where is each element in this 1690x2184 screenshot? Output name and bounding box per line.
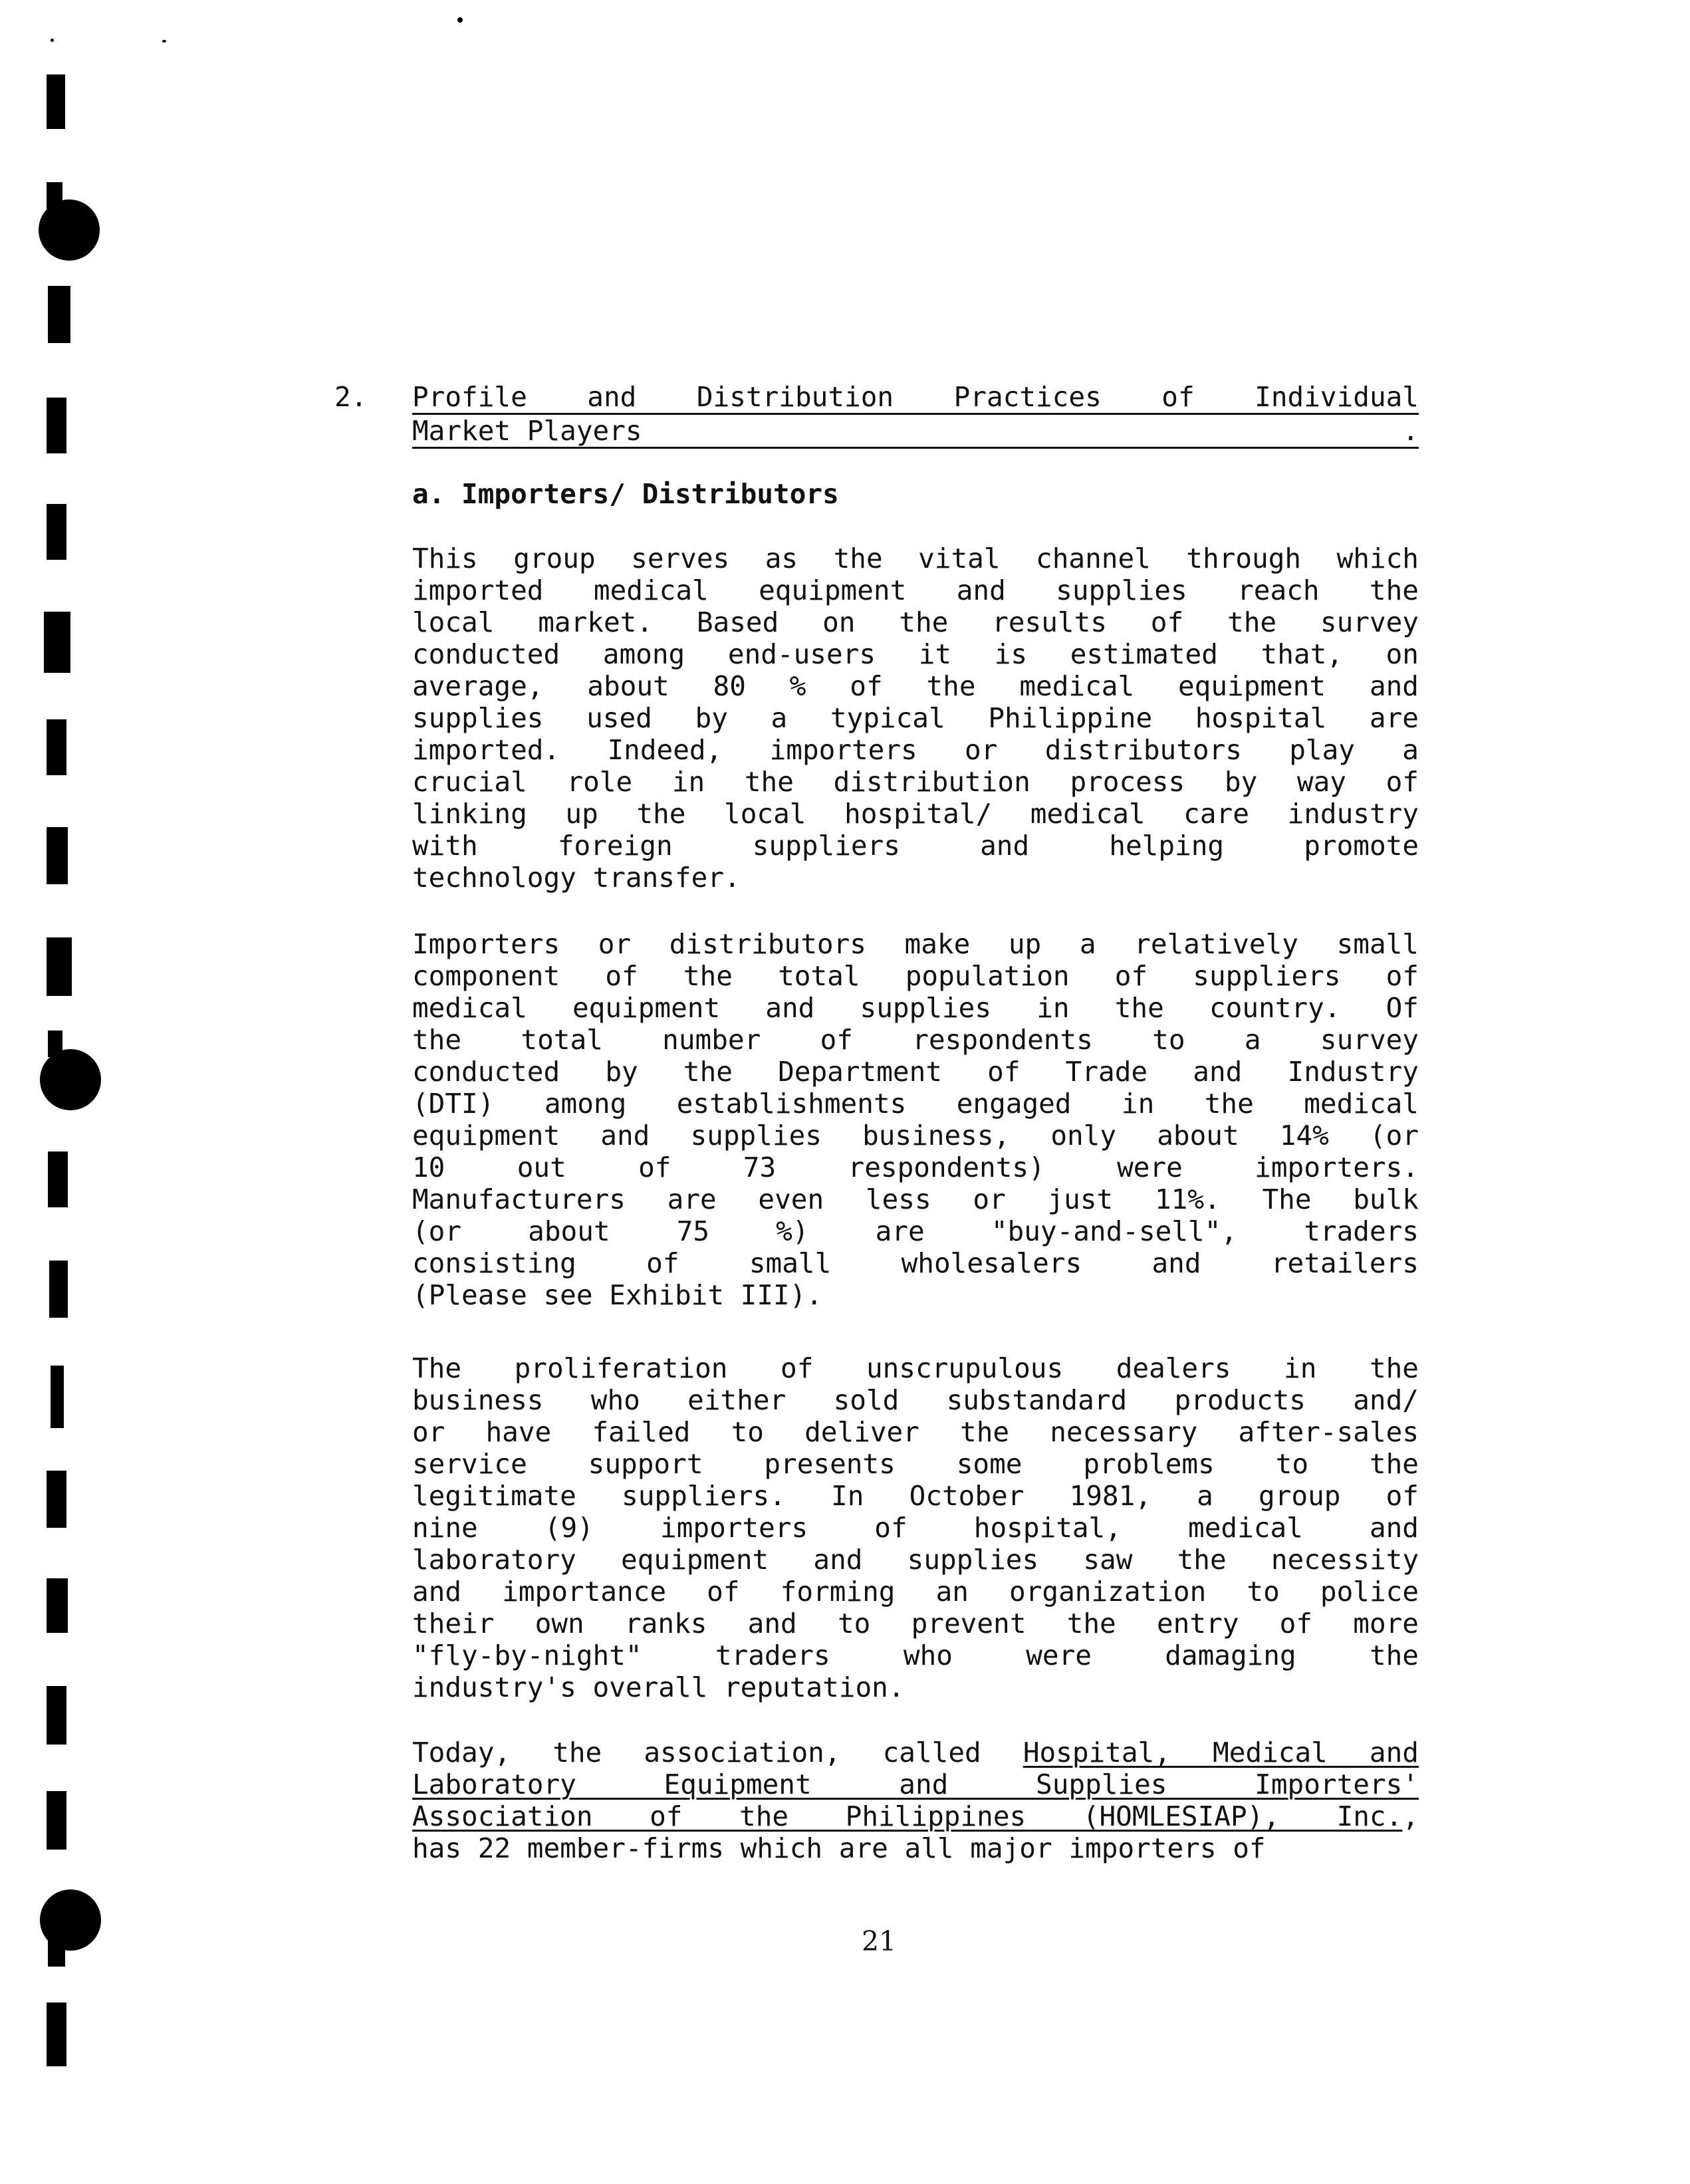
paragraph-line: Manufacturers are even less or just 11%. The bulk [412,1183,1419,1215]
paragraph-3 [412,1352,1419,1703]
binder-mark [47,719,66,775]
paragraph-line: industry's overall reputation. [412,1671,905,1703]
binder-mark [47,2002,66,2066]
speck [51,39,54,42]
paragraph-line [412,1800,1419,1832]
binder-mark [47,504,66,560]
paragraph-line: legitimate suppliers. In October 1981, a group of [412,1480,1419,1512]
section-heading-line-2-end: . [1402,415,1419,447]
binder-mark [47,1791,66,1850]
paragraph-line: local market. Based on the results of the survey [412,606,1419,638]
paragraph-line: Importers or distributors make up a relatively small [412,928,1419,960]
paragraph-line: laboratory equipment and supplies saw the necessity [412,1544,1419,1576]
paragraph-line: equipment and supplies business, only about 14% (or [412,1120,1419,1152]
paragraph-line: (or about 75 %) are "buy-and-sell", traders [412,1215,1419,1247]
section-number: 2. [334,381,368,413]
paragraph-line: the total number of respondents to a survey [412,1024,1419,1056]
binder-mark [47,1471,66,1528]
binder-mark [51,1366,64,1428]
paragraph-line: conducted by the Department of Trade and Industry [412,1056,1419,1088]
binder-mark [47,74,65,129]
paragraph-line: service support presents some problems to the [412,1448,1419,1480]
paragraph-line: their own ranks and to prevent the entry of more [412,1608,1419,1639]
paragraph-line: with foreign suppliers and helping promote [412,830,1419,862]
paragraph-1 [412,543,1419,894]
paragraph-line: crucial role in the distribution process by way of [412,766,1419,798]
binder-mark [48,1933,65,1967]
binder-mark [48,286,70,343]
binder-mark [47,182,62,209]
paragraph-line: average, about 80 % of the medical equipment and [412,670,1419,702]
binder-mark [47,827,68,884]
paragraph-line: "fly-by-night" traders who were damaging the [412,1639,1419,1671]
section-heading-line-1: Profile and Distribution Practices of Individual [412,381,1419,415]
paragraph-4 [412,1737,1419,1864]
paragraph-line: technology transfer. [412,862,741,894]
paragraph-line [412,1768,1419,1800]
paragraph-line: conducted among end-users it is estimated that, on [412,638,1419,670]
paragraph-line [412,1737,1419,1768]
binder-mark [47,1578,68,1633]
subsection-heading: a. Importers/ Distributors [412,478,839,510]
binder-mark [49,1261,68,1318]
paragraph-line: (DTI) among establishments engaged in the medical [412,1088,1419,1120]
paragraph-line: or have failed to deliver the necessary after-sales [412,1416,1419,1448]
paragraph-line: medical equipment and supplies in the country. Of [412,992,1419,1024]
paragraph-line: linking up the local hospital/ medical care industry [412,798,1419,830]
paragraph-text: , [1402,1800,1419,1832]
paragraph-line: has 22 member-firms which are all major importers of [412,1832,1266,1864]
association-name-part: Laboratory Equipment and Supplies Importers' [412,1768,1419,1800]
paragraph-line: This group serves as the vital channel through which [412,543,1419,574]
paragraph-text: Today, the association, called [412,1737,1023,1768]
association-name-part: Association of the Philippines (HOMLESIAP), Inc. [412,1800,1403,1832]
paragraph-line: The proliferation of unscrupulous dealers in the [412,1352,1419,1384]
binder-mark [44,612,70,673]
speck [457,17,463,23]
paragraph-line: imported. Indeed, importers or distributors play a [412,734,1419,766]
binder-mark [48,1031,62,1057]
paragraph-line: supplies used by a typical Philippine hospital are [412,702,1419,734]
binder-mark [47,937,72,996]
page-number: 21 [862,1925,897,1957]
paragraph-line: business who either sold substandard products and/ [412,1384,1419,1416]
section-heading-line-2 [412,415,1419,449]
paragraph-line: nine (9) importers of hospital, medical and [412,1512,1419,1544]
paragraph-line: consisting of small wholesalers and retailers [412,1247,1419,1279]
association-name-part: Hospital, Medical and [1023,1737,1419,1768]
section-heading [412,381,1419,449]
punch-hole [40,1049,101,1110]
paragraph-line: 10 out of 73 respondents) were importers. [412,1152,1419,1183]
binder-mark [47,1686,66,1745]
paragraph-line: imported medical equipment and supplies reach the [412,574,1419,606]
binder-mark [48,1152,68,1207]
paragraph-line: and importance of forming an organization to police [412,1576,1419,1608]
paragraph-2 [412,928,1419,1311]
paragraph-line: (Please see Exhibit III). [412,1279,823,1311]
paragraph-line: component of the total population of suppliers of [412,960,1419,992]
section-heading-line-2-text: Market Players [412,415,642,447]
speck [162,40,166,43]
binder-mark [47,398,66,453]
